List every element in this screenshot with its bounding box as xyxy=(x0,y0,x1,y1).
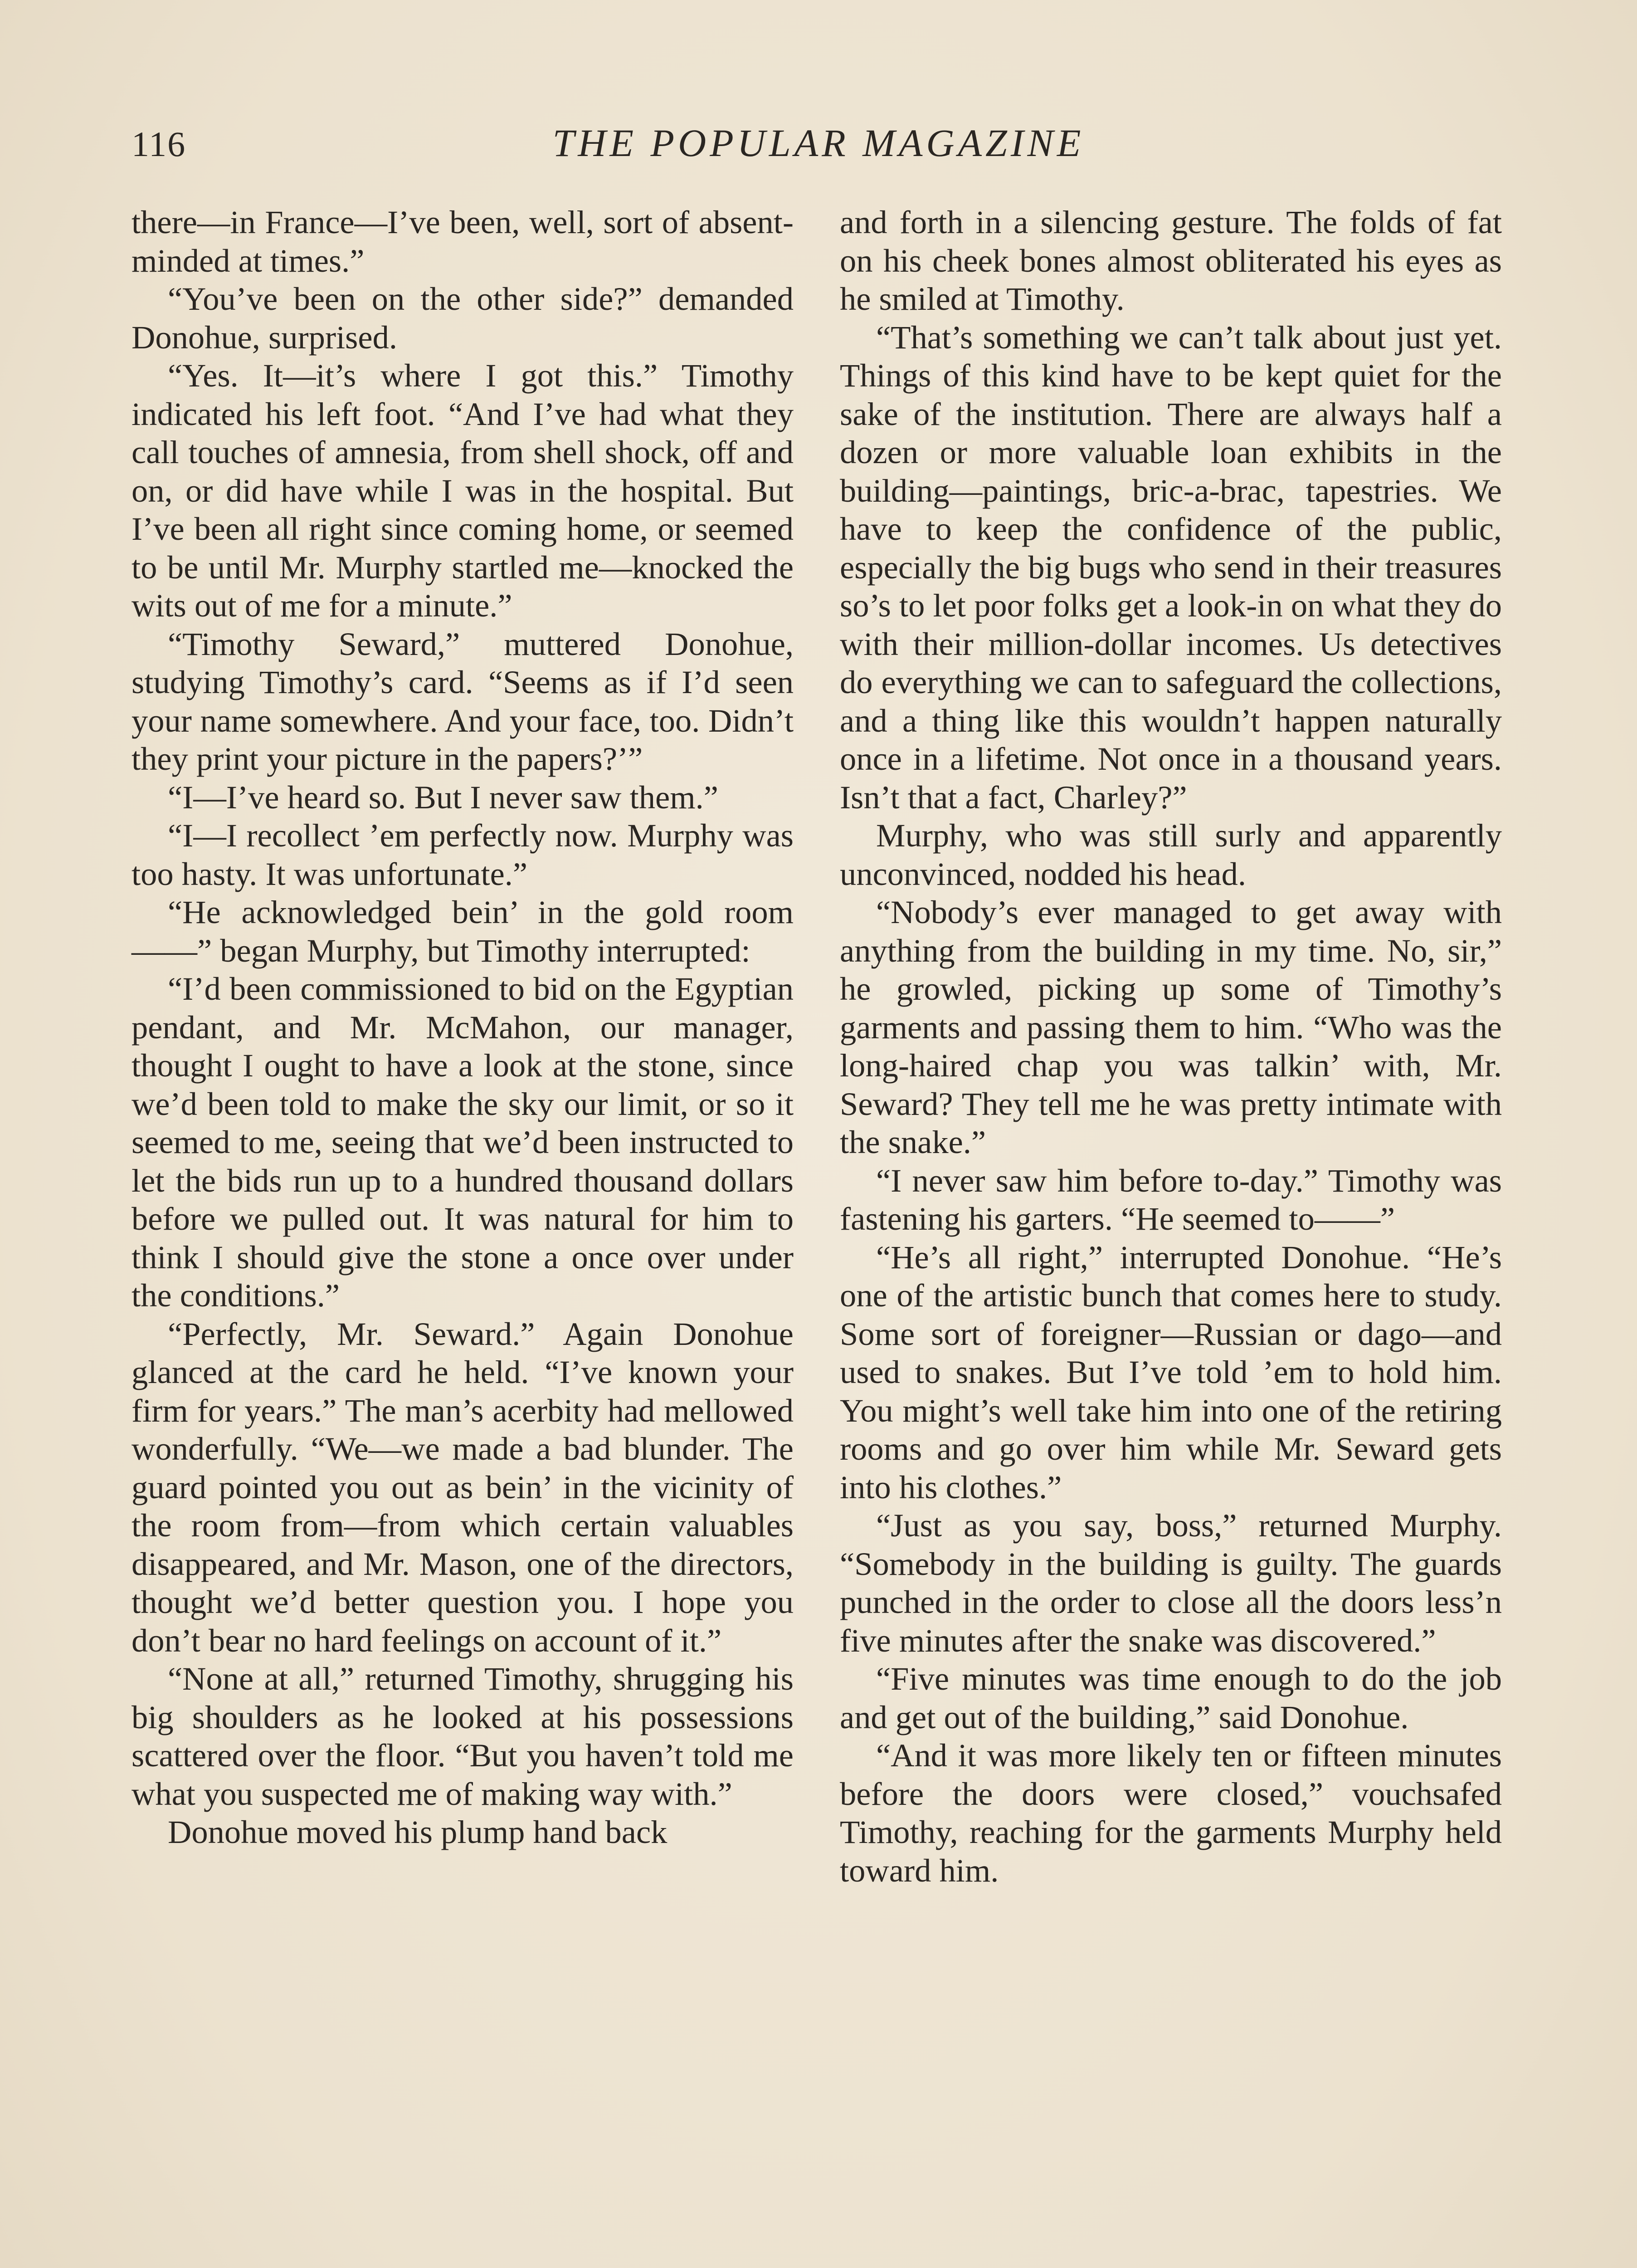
paragraph: Donohue moved his plump hand back xyxy=(168,1813,667,1850)
running-head: THE POPULAR MAGAZINE xyxy=(552,121,1085,165)
paragraph: there—in France—I’ve been, well, sort of absent-minded at times.” xyxy=(132,204,794,279)
page-header xyxy=(132,120,1505,175)
paragraph: and forth in a silencing gesture. The folds of fat on his cheek bones almost obliterated his eyes as he smiled at Timothy. xyxy=(840,204,1502,317)
right-column xyxy=(840,203,1502,1890)
paragraph: “He’s all right,” interrupted Donohue. “He’s one of the artistic bunch that comes here to study. Some sort of foreigner—Russian or dago—and used to snakes. But I’ve told ’em to hold him. You might’s well take him into one of the retiring rooms and go over him while Mr. Seward gets into his clothes.” xyxy=(840,1238,1502,1505)
paragraph: “Perfectly, Mr. Seward.” Again Donohue glanced at the card he held. “I’ve known your firm for years.” The man’s acerbity had mellowed wonderfully. “We—we made a bad blunder. The guard pointed you out as bein’ in the vicinity of the room from—from which certain valuables disappeared, and Mr. Mason, one of the directors, thought we’d better question you. I hope you don’t bear no hard feelings on account of it.” xyxy=(132,1315,794,1659)
paragraph: “Yes. It—it’s where I got this.” Timothy indicated his left foot. “And I’ve had what they call touches of amnesia, from shell shock, off and on, or did have while I was in the hospital. But I’ve been all right since coming home, or seemed to be until Mr. Murphy startled me—knocked the wits out of me for a minute.” xyxy=(132,357,794,624)
left-column xyxy=(132,203,794,1852)
paragraph: “Just as you say, boss,” returned Murphy. “Somebody in the building is guilty. The guards punched in the order to close all the doors less’n five minutes after the snake was discovered.” xyxy=(840,1507,1502,1659)
paragraph: “He acknowledged bein’ in the gold room——” began Murphy, but Timothy interrupted: xyxy=(132,894,794,969)
paragraph: “And it was more likely ten or fifteen minutes before the doors were closed,” vouchsafed Timothy, reaching for the garments Murphy held toward him. xyxy=(840,1737,1502,1889)
paragraph: “I never saw him before to-day.” Timothy was fastening his garters. “He seemed to——” xyxy=(840,1162,1502,1237)
paragraph: “I—I recollect ’em perfectly now. Murphy was too hasty. It was unfortunate.” xyxy=(132,817,794,892)
paragraph: “I’d been commissioned to bid on the Egyptian pendant, and Mr. McMahon, our manager, thought I ought to have a look at the stone, since we’d been told to make the sky our limit, or so it seemed to me, seeing that we’d been instructed to let the bids run up to a hundred thousand dollars before we pulled out. It was natural for him to think I should give the stone a once over under the conditions.” xyxy=(132,970,794,1314)
paragraph: “I—I’ve heard so. But I never saw them.” xyxy=(168,778,718,816)
paragraph: “You’ve been on the other side?” demanded Donohue, surprised. xyxy=(132,280,794,356)
paragraph: “Five minutes was time enough to do the job and get out of the building,” said Donohue. xyxy=(840,1660,1502,1735)
paragraph: “None at all,” returned Timothy, shrugging his big shoulders as he looked at his possessions scattered over the floor. “But you haven’t told me what you suspected me of making way with.” xyxy=(132,1660,794,1812)
paragraph: Murphy, who was still surly and apparently unconvinced, nodded his head. xyxy=(840,817,1502,892)
page-number: 116 xyxy=(132,124,186,164)
paragraph: “Timothy Seward,” muttered Donohue, studying Timothy’s card. “Seems as if I’d seen your name somewhere. And your face, too. Didn’t they print your picture in the papers?’” xyxy=(132,625,794,777)
paragraph: “That’s something we can’t talk about just yet. Things of this kind have to be kept quiet for the sake of the institution. There are always half a dozen or more valuable loan exhibits in the building—paintings, bric-a-brac, tapestries. We have to keep the confidence of the public, especially the big bugs who send in their treasures so’s to let poor folks get a look-in on what they do with their million-dollar incomes. Us detectives do everything we can to safeguard the collections, and a thing like this wouldn’t happen naturally once in a lifetime. Not once in a thousand years. Isn’t that a fact, Charley?” xyxy=(840,318,1502,816)
paragraph: “Nobody’s ever managed to get away with anything from the building in my time. No, sir,” he growled, picking up some of Timothy’s garments and passing them to him. “Who was the long-haired chap you was talkin’ with, Mr. Seward? They tell me he was pretty intimate with the snake.” xyxy=(840,894,1502,1160)
